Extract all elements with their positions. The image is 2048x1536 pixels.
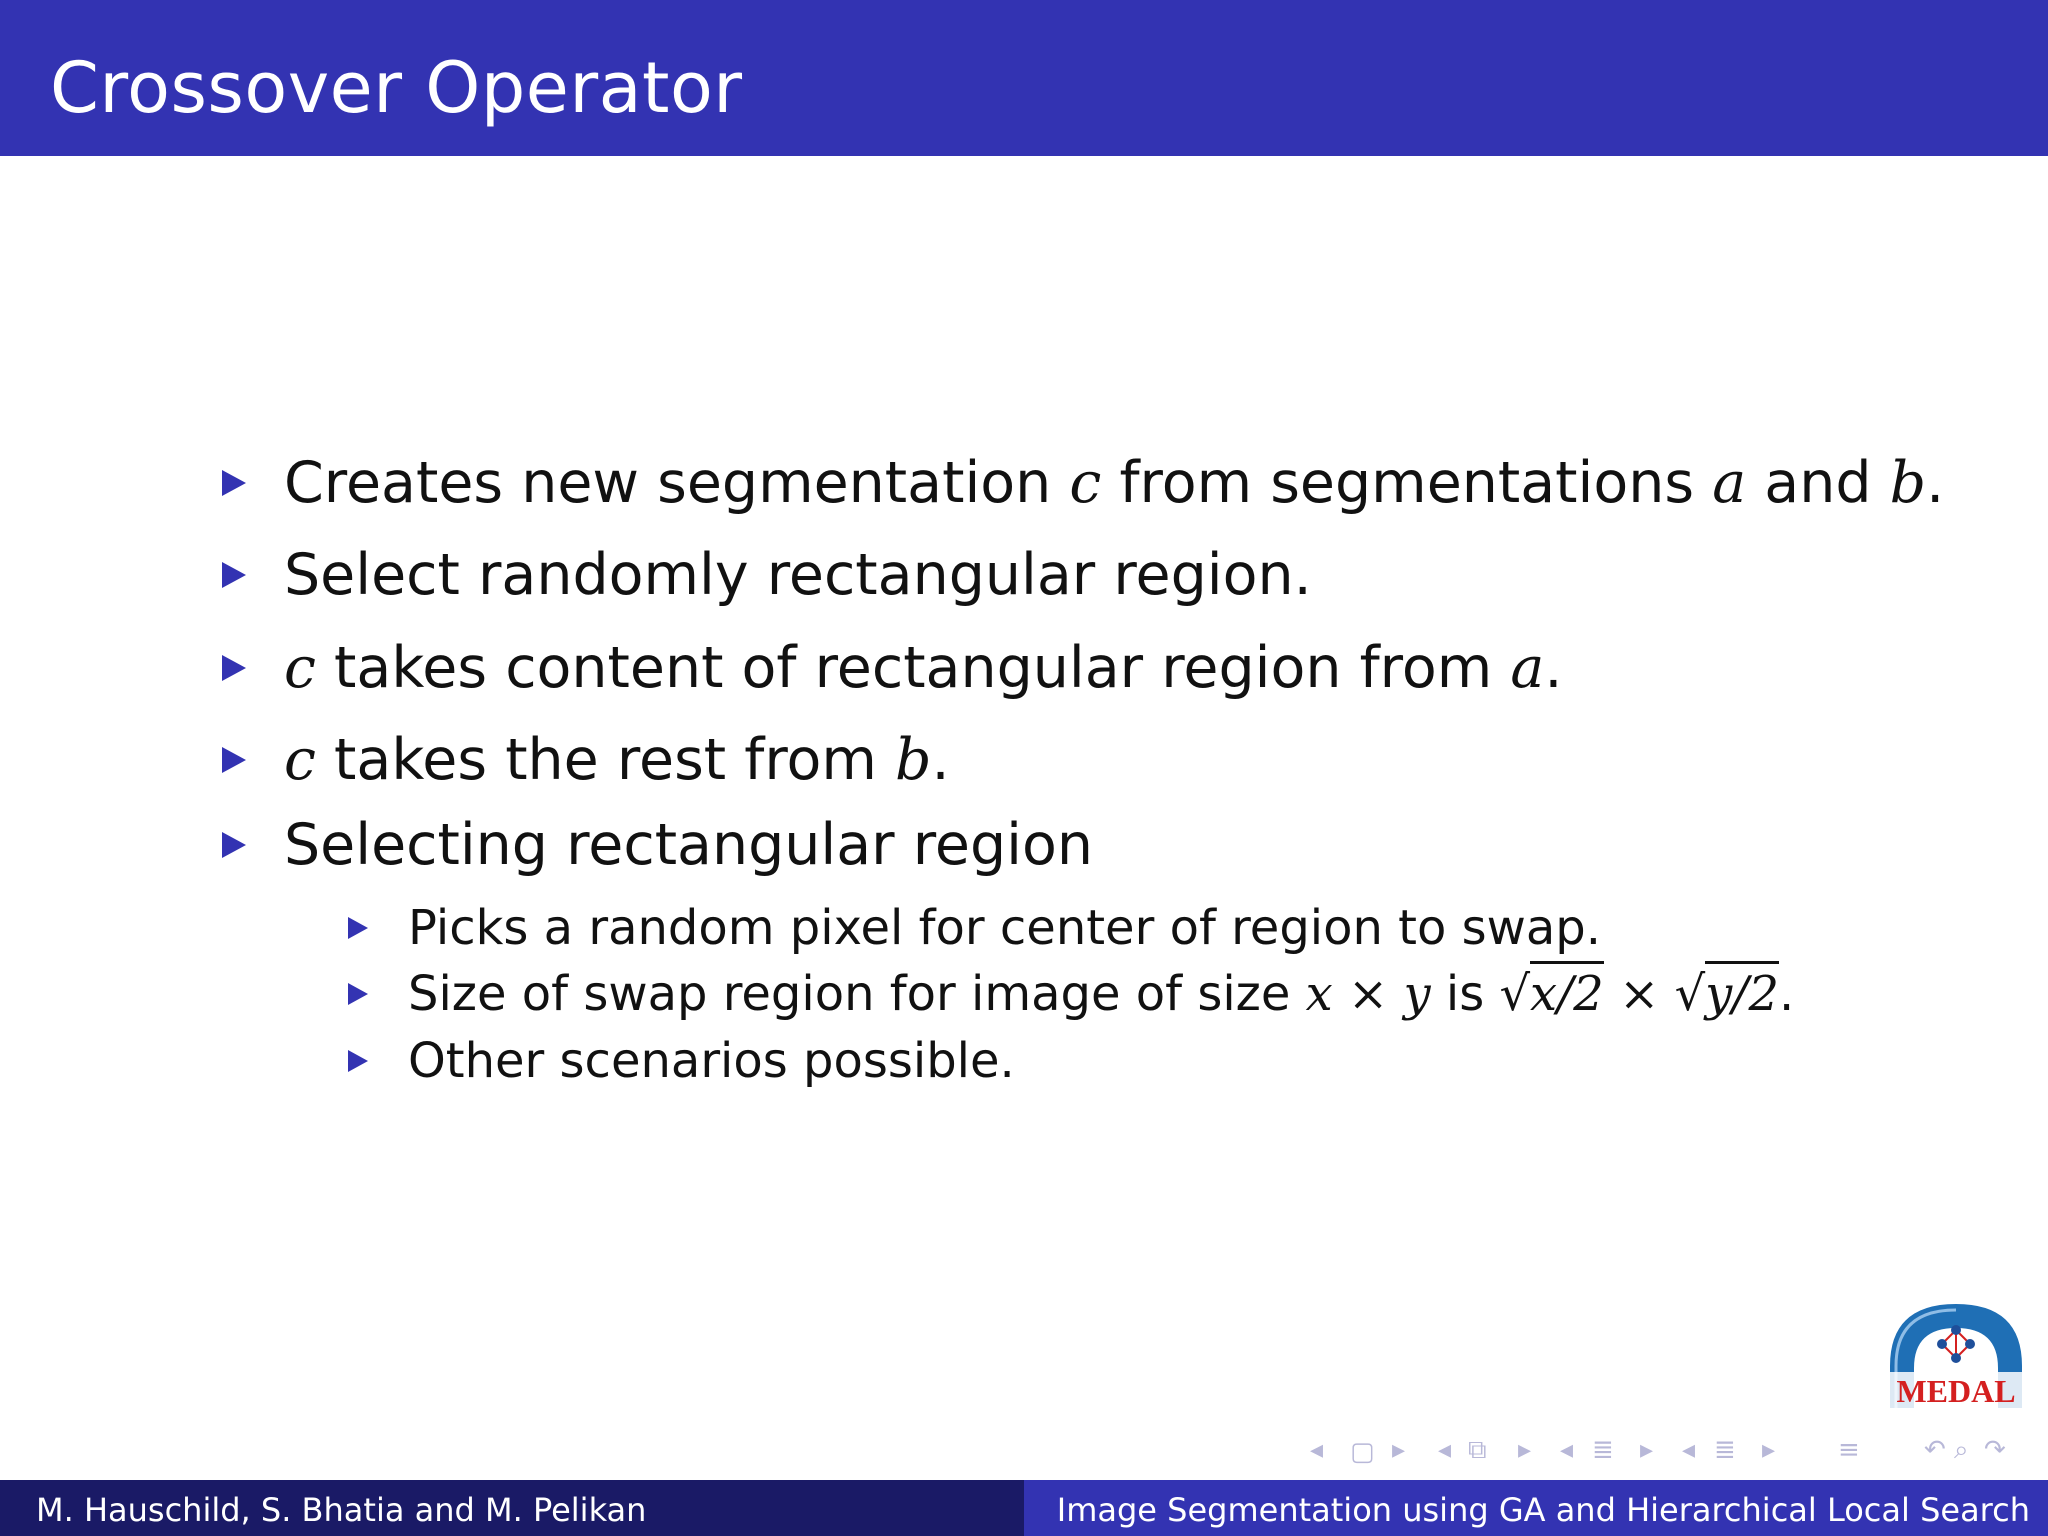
math-operator: × (1332, 966, 1404, 1022)
nav-back-icon[interactable]: ↶ (1924, 1435, 1946, 1465)
bullet-text (284, 633, 1563, 703)
math-symbol: x (1305, 966, 1333, 1022)
nav-prev-subsection-icon[interactable]: ◂ (1682, 1435, 1696, 1465)
footer-talk-title: Image Segmentation using GA and Hierarchical Local Search (1056, 1491, 2030, 1529)
text-run: takes the rest from (315, 727, 896, 793)
text-run: takes content of rectangular region from (315, 635, 1511, 701)
bullet-text (408, 964, 1794, 1024)
sqrt-sign-icon: √ (1674, 966, 1706, 1022)
bullet-triangle-icon (222, 562, 246, 588)
sqrt-sign-icon: √ (1499, 966, 1531, 1022)
text-run: . (931, 727, 950, 793)
nav-toc-icon[interactable]: ≡ (1838, 1435, 1860, 1465)
footer-title-box (1024, 1480, 2048, 1536)
text-run: Size of swap region for image of size (408, 966, 1306, 1022)
medal-logo-graphic (1882, 1296, 2030, 1416)
nav-subsection-icon[interactable]: ≣ (1714, 1435, 1736, 1465)
text-run: is (1430, 966, 1500, 1022)
sqrt-radicand: y/2 (1705, 961, 1779, 1022)
bullet-triangle-icon (222, 470, 246, 496)
nav-slide-icon[interactable]: ⧉ (1468, 1435, 1487, 1465)
math-symbol: a (1510, 635, 1545, 701)
bullet-text (284, 810, 1093, 880)
medal-logo (1882, 1296, 2030, 1416)
footer-authors: M. Hauschild, S. Bhatia and M. Pelikan (36, 1491, 647, 1529)
text-run: Select randomly rectangular region. (284, 542, 1312, 608)
bullet-triangle-icon (222, 832, 246, 858)
square-root-expression (1499, 964, 1603, 1024)
nav-next-slide-icon[interactable]: ▸ (1518, 1435, 1532, 1465)
text-run: from segmentations (1101, 450, 1713, 516)
medal-logo-text: MEDAL (1896, 1373, 2016, 1409)
math-symbol: c (284, 727, 316, 793)
nav-section-icon[interactable]: ≣ (1592, 1435, 1614, 1465)
bullet-text (284, 448, 1944, 518)
math-symbol: a (1712, 450, 1747, 516)
math-symbol: c (284, 635, 316, 701)
nav-frame-icon[interactable]: ▢ (1350, 1437, 1375, 1467)
math-symbol: b (1889, 450, 1927, 516)
square-root-expression (1675, 964, 1779, 1024)
footer-authors-box (0, 1480, 1024, 1536)
math-operator: × (1603, 966, 1675, 1022)
math-symbol: y (1403, 966, 1431, 1022)
nav-next-frame-icon[interactable]: ▸ (1392, 1435, 1406, 1465)
math-symbol: c (1069, 450, 1102, 516)
bullet-text (284, 540, 1312, 610)
bullet-text (408, 898, 1601, 958)
nav-search-icon[interactable]: ⌕ (1954, 1435, 1969, 1465)
slide-title: Crossover Operator (50, 47, 743, 129)
text-run: . (1926, 450, 1945, 516)
nav-prev-section-icon[interactable]: ◂ (1560, 1435, 1574, 1465)
bullet-triangle-icon (348, 983, 368, 1005)
text-run: and (1746, 450, 1890, 516)
bullet-text (284, 725, 950, 795)
text-run: Other scenarios possible. (408, 1033, 1015, 1089)
bullet-text (408, 1031, 1015, 1091)
bullet-triangle-icon (222, 655, 246, 681)
bullet-triangle-icon (348, 917, 368, 939)
text-run: Picks a random pixel for center of region to swap. (408, 900, 1602, 956)
beamer-navigation-bar (1310, 1432, 2030, 1468)
nav-next-section-icon[interactable]: ▸ (1640, 1435, 1654, 1465)
text-run: Selecting rectangular region (284, 812, 1093, 878)
nav-prev-frame-icon[interactable]: ◂ (1310, 1435, 1324, 1465)
bullet-triangle-icon (348, 1050, 368, 1072)
nav-next-subsection-icon[interactable]: ▸ (1762, 1435, 1776, 1465)
footer (0, 1480, 2048, 1536)
text-run: . (1544, 635, 1563, 701)
nav-prev-slide-icon[interactable]: ◂ (1438, 1435, 1452, 1465)
text-run: . (1778, 966, 1795, 1022)
math-symbol: b (895, 727, 932, 793)
sqrt-radicand: x/2 (1530, 961, 1604, 1022)
nav-forward-icon[interactable]: ↷ (1984, 1435, 2006, 1465)
text-run: Creates new segmentation (284, 450, 1070, 516)
bullet-triangle-icon (222, 747, 246, 773)
